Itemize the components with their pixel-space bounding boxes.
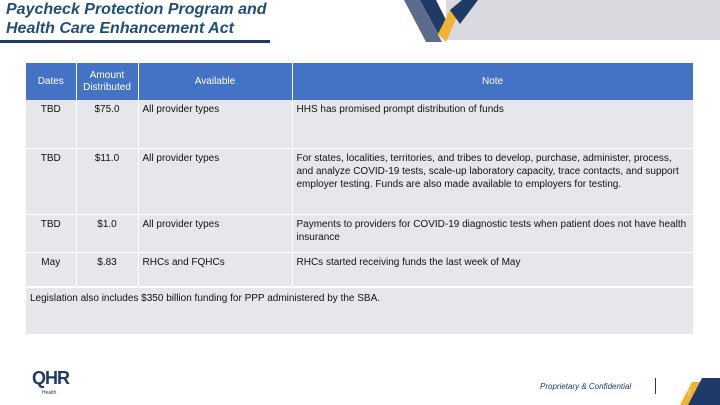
- cell-note: For states, localities, territories, and tribes to develop, purchase, administer, process, and analyze COVID-19 tests, scale-up laboratory capacity, trace contacts, and support employer testing. Funds are also made available to employers for testing.: [292, 148, 693, 214]
- table-header-row: [26, 63, 693, 100]
- footer-divider: [655, 378, 656, 394]
- col-header-amount: Amount Distributed: [76, 63, 138, 100]
- cell-amount: $.83: [76, 252, 138, 286]
- col-header-dates: Dates: [26, 63, 76, 100]
- confidential-label: Proprietary & Confidential: [540, 382, 632, 391]
- cell-date: May: [26, 252, 76, 286]
- col-header-note: Note: [292, 63, 693, 100]
- table-row: [26, 148, 693, 214]
- cell-date: TBD: [26, 100, 76, 148]
- qhr-logo-subtext: Health: [42, 390, 57, 396]
- qhr-logo: [30, 368, 76, 398]
- cell-date: TBD: [26, 214, 76, 252]
- cell-available: All provider types: [138, 148, 292, 214]
- funding-table: [26, 63, 694, 287]
- cell-amount: $11.0: [76, 148, 138, 214]
- cell-note: RHCs started receiving funds the last week of May: [292, 252, 693, 286]
- cell-amount: $1.0: [76, 214, 138, 252]
- cell-note: Payments to providers for COVID-19 diagnostic tests when patient does not have health insurance: [292, 214, 693, 252]
- cell-available: All provider types: [138, 100, 292, 148]
- slide-title-line-2: Health Care Enhancement Act: [6, 20, 234, 37]
- slide-title-line-1: Paycheck Protection Program and: [6, 1, 267, 18]
- cell-available: All provider types: [138, 214, 292, 252]
- qhr-logo-text: QHR: [32, 368, 69, 388]
- table-row: [26, 214, 693, 252]
- title-underline: [0, 40, 270, 43]
- col-header-available: Available: [138, 63, 292, 100]
- slide-title: [6, 0, 267, 38]
- cell-available: RHCs and FQHCs: [138, 252, 292, 286]
- chevron-logo-shapes-icon: [398, 0, 498, 42]
- legislation-note: Legislation also includes $350 billion funding for PPP administered by the SBA.: [26, 288, 693, 334]
- table-row: [26, 252, 693, 286]
- cell-amount: $75.0: [76, 100, 138, 148]
- table-row: [26, 100, 693, 148]
- cell-note: HHS has promised prompt distribution of funds: [292, 100, 693, 148]
- page-number: 7: [687, 391, 691, 397]
- cell-date: TBD: [26, 148, 76, 214]
